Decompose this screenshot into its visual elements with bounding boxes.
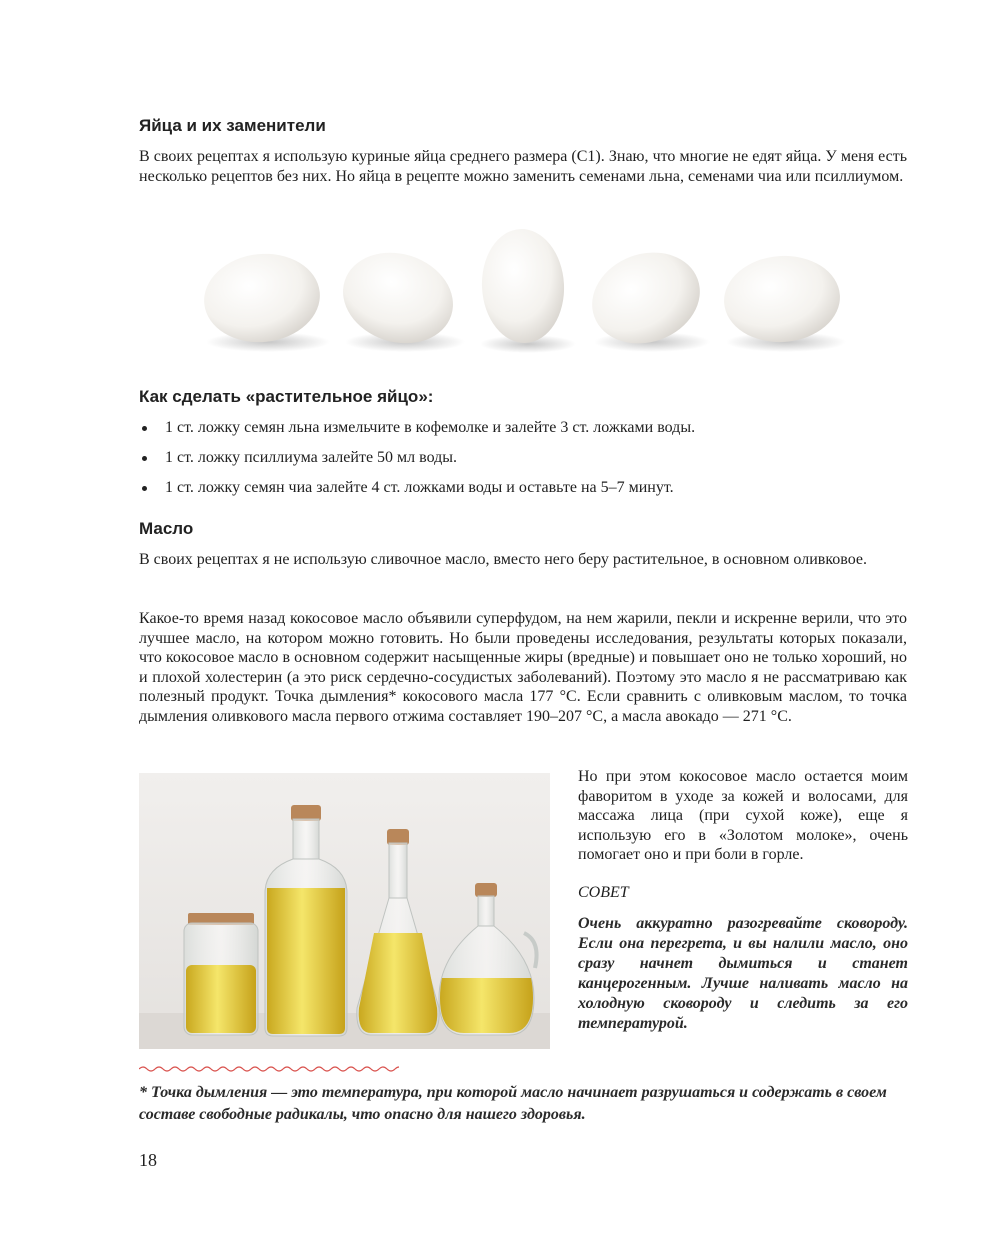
egg-1	[200, 248, 330, 352]
egg-2	[331, 239, 465, 357]
egg-5	[721, 252, 846, 352]
eggs-heading: Яйца и их заменители	[139, 116, 326, 135]
egg-4	[579, 238, 712, 358]
eggs-paragraph: В своих рецептах я использую куриные яйца среднего размера (С1). Знаю, что многие не едят яйца. У меня есть несколько рецептов без них. Но яйца в рецепте можно заменить семенами льна, семенами чиа или псиллиумом.	[139, 148, 907, 185]
jar-bottle	[184, 913, 258, 1035]
veg-egg-heading: Как сделать «растительное яйцо»:	[139, 387, 434, 406]
bullet-icon	[142, 456, 147, 461]
oil-paragraph-2: Какое-то время назад кокосовое масло объявили суперфудом, на нем жарили, пекли и искренне верили, что это лучшее масло, на котором можно готовить. Но были проведены исследования, результаты которых показали, что кокосовое масло в основном содержит насыщенные жиры (вредные) и повышает оно не только хороший, но и плохой холестерин (а это риск сердечно-сосудистых заболеваний). Поэтому это масло я не рассматриваю как полезный продукт. Точка дымления* кокосового масла 177 °С. Если сравнить с оливковым маслом, то точка дымления оливкового масла первого отжима составляет 190–207 °С, а масла авокадо — 271 °С.	[139, 610, 907, 725]
tip-label: СОВЕТ	[578, 884, 629, 901]
egg-3	[479, 227, 576, 353]
footnote: * Точка дымления — это температура, при которой масло начинает разрушаться и содержать в своем составе свободные радикалы, что опасно для нашего здоровья.	[139, 1084, 887, 1123]
oil-bottles-photo	[139, 773, 550, 1049]
eggs-illustration	[190, 222, 850, 362]
veg-egg-list	[139, 418, 907, 508]
tip-text: Очень аккуратно разогревайте сковороду. Если она перегрета, и вы налили масло, оно сразу начнет дымиться и станет канцерогенным. Лучше наливать масло на холодную сковороду и следить за его температурой.	[578, 915, 908, 1032]
oil-paragraph-1: В своих рецептах я не использую сливочное масло, вместо него беру растительное, в основном оливковое.	[139, 551, 868, 568]
oil-heading: Масло	[139, 519, 194, 538]
page-number: 18	[139, 1150, 157, 1170]
list-item: 1 ст. ложку семян чиа залейте 4 ст. ложками воды и оставьте на 5–7 минут.	[139, 478, 907, 508]
list-item: 1 ст. ложку семян льна измельчите в кофемолке и залейте 3 ст. ложками воды.	[139, 418, 907, 448]
bullet-icon	[142, 486, 147, 491]
wave-divider	[139, 1064, 399, 1074]
oil-side-paragraph: Но при этом кокосовое масло остается моим фаворитом в уходе за кожей и волосами, для массажа лица (при сухой коже), еще я использую его в «Золотом молоке», очень помогает оно и при боли в горле.	[578, 768, 908, 864]
wave-line	[139, 1067, 399, 1071]
bullet-icon	[142, 426, 147, 431]
list-item: 1 ст. ложку псиллиума залейте 50 мл воды.	[139, 448, 907, 478]
